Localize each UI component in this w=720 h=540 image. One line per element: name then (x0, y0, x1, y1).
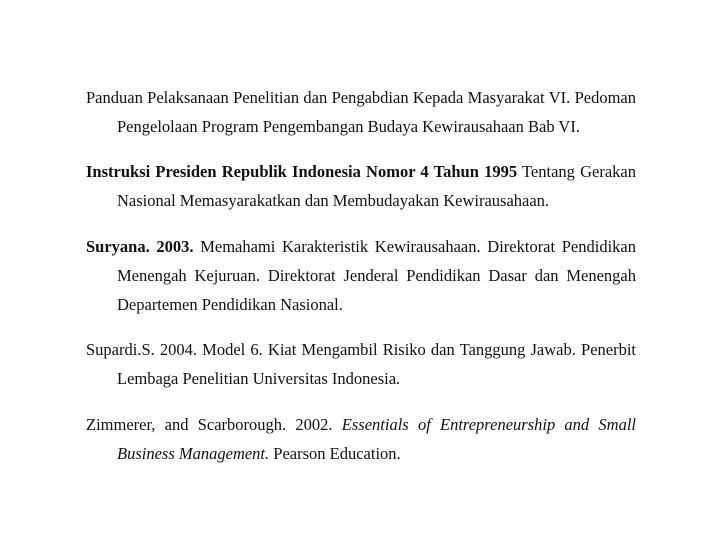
reference-entry-supardi (86, 335, 636, 393)
reference-bold-title: Instruksi Presiden Republik Indonesia Nomor 4 Tahun 1995 (86, 162, 518, 181)
reference-text: Panduan Pelaksanaan Penelitian dan Pengabdian Kepada Masyarakat VI. Pedoman Pengelolaan Program Pengembangan Budaya Kewirausahaan Bab VI. (86, 87, 636, 136)
reference-text: Supardi.S. 2004. Model 6. Kiat Mengambil Risiko dan Tanggung Jawab. Penerbit Lembaga Penelitian Universitas Indonesia. (86, 340, 636, 388)
reference-publisher: Pearson Education. (269, 443, 401, 463)
reference-text: Tentang Gerakan Nasional Memasyarakatkan dan Membudayakan Kewirausahaan. (117, 162, 636, 210)
reference-author-year: Suryana. 2003. (86, 236, 194, 256)
reference-list (86, 66, 636, 484)
reference-entry-panduan (86, 83, 636, 141)
reference-entry-instruksi-presiden (86, 157, 636, 215)
reference-text: Memahami Karakteristik Kewirausahaan. Direktorat Pendidikan Menengah Kejuruan. Direktorat Jenderal Pendidikan Dasar dan Menengah Departemen Pendidikan Nasional. (117, 236, 636, 314)
reference-entry-suryana (86, 232, 636, 319)
reference-entry-zimmerer (86, 410, 636, 468)
reference-author-year: Zimmerer, and Scarborough. 2002. (86, 414, 342, 434)
reference-book-title: Essentials of Entrepreneurship and Small Business Management. (117, 414, 636, 463)
